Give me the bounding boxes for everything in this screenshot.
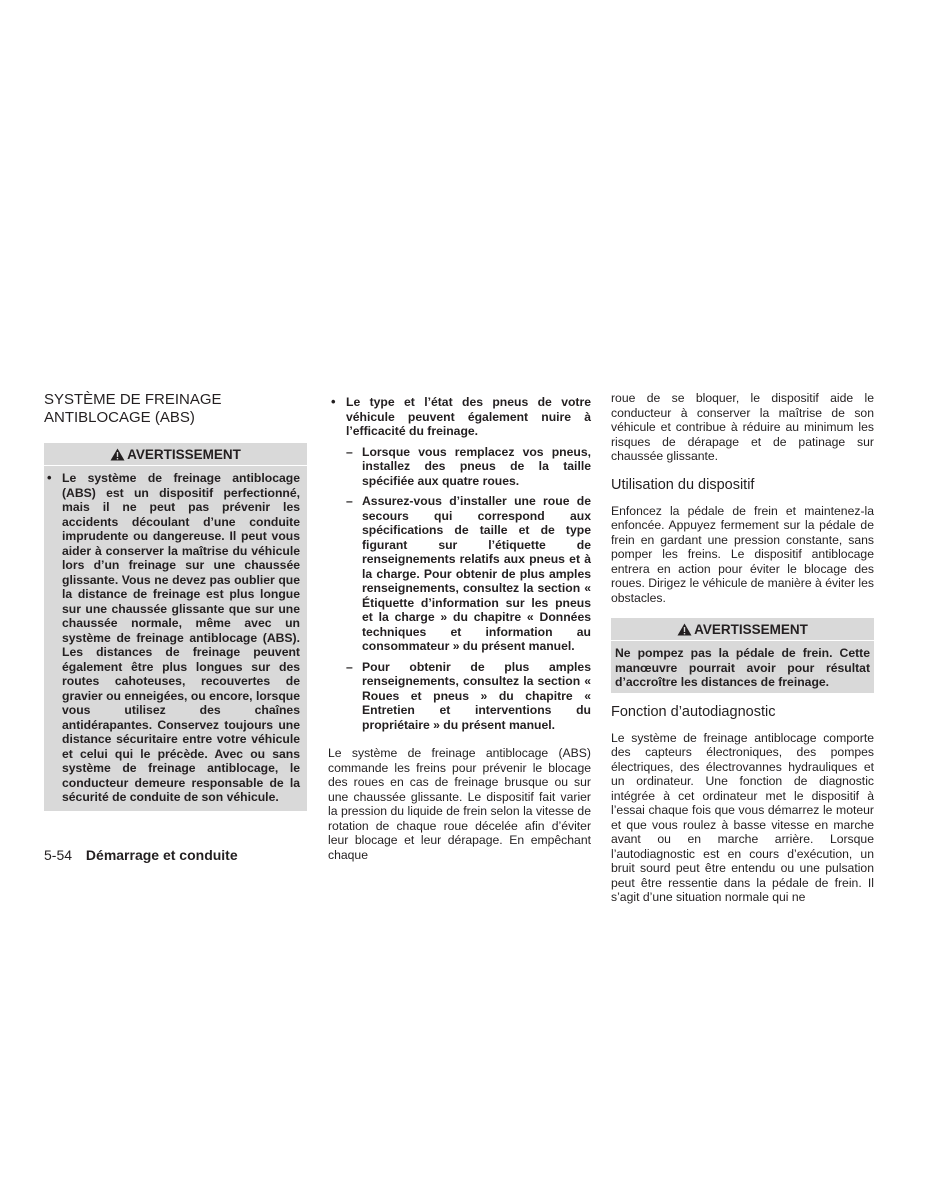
warning-triangle-icon <box>677 623 692 636</box>
continued-paragraph: roue de se bloquer, le dispositif aide le conducteur à conserver la maîtrise de son véhicule et contribue à réduire au minimum les risques de dérapage et de patinage sur chaussée glissante. <box>611 391 874 463</box>
paragraph-utilisation: Enfoncez la pédale de frein et maintenez-la enfoncée. Appuyez fermement sur la pédale de frein en gardant une pression constante, sans pomper les freins. Le dispositif antiblocage entrera en action pour éviter le blocage des roues. Dirigez le véhicule de manière à éviter les obstacles. <box>611 503 874 605</box>
heading-autodiagnostic: Fonction d’autodiagnostic <box>611 703 776 720</box>
paragraph-autodiagnostic: Le système de freinage antiblocage comporte des capteurs électroniques, des pompes électriques, des électrovannes hydrauliques et un ordinateur. Une fonction de diagnostic intégrée à cet ordinateur met le dispositif à l’essai chaque fois que vous démarrez le moteur et que vous roulez à basse vitesse en marche avant ou en marche arrière. Lorsque l’autodiagnostic est en cours d’exécution, un bruit sourd peut être entendu ou une pulsation peut être ressentie dans la pédale de frein. Il s’agit d’une situation normale qui ne <box>611 730 874 904</box>
dash-item: – Pour obtenir de plus amples renseignements, consultez la section « Roues et pneus » du chapitre « Entretien et interventions du propriétaire » du présent manuel. <box>362 660 591 733</box>
right-column <box>611 391 874 905</box>
warning-header-2 <box>611 618 874 641</box>
page-number: 5-54 <box>44 847 73 863</box>
page-footer <box>44 846 238 864</box>
middle-column <box>328 395 591 862</box>
chapter-title: Démarrage et conduite <box>85 847 238 863</box>
warning-header <box>44 443 307 466</box>
tire-bullet: • Le type et l’état des pneus de votre véhicule peuvent également nuire à l’efficacité du freinage. <box>346 395 591 439</box>
dash-item: – Lorsque vous remplacez vos pneus, installez des pneus de la taille spécifiée aux quatre roues. <box>362 445 591 489</box>
left-column <box>44 391 307 811</box>
warning-label: AVERTISSEMENT <box>127 446 241 462</box>
section-title <box>44 391 307 427</box>
title-line-2: ANTIBLOCAGE (ABS) <box>44 409 195 426</box>
dash-item: – Assurez-vous d’installer une roue de secours qui correspond aux spécifications de taille et de type figurant sur l’étiquette de renseignements relatifs aux pneus et à la charge. Pour obtenir de plus amples renseignements, consultez la section « Étiquette d’information sur les pneus et la charge » du chapitre « Données techniques et information au consommateur » du présent manuel. <box>362 494 591 654</box>
title-line-1: SYSTÈME DE FREINAGE <box>44 391 222 408</box>
abs-description: Le système de freinage antiblocage (ABS) commande les freins pour prévenir le blocage des roues en cas de freinage brusque ou sur une chaussée glissante. Le dispositif fait varier la pression du liquide de frein selon la vitesse de rotation de chaque roue décelée afin d’éviter leur blocage et leur dérapage. En empêchant chaque <box>328 746 591 862</box>
warning-box <box>44 443 307 811</box>
warning-label-2: AVERTISSEMENT <box>694 621 808 637</box>
heading-utilisation: Utilisation du dispositif <box>611 476 755 493</box>
warning-text: • Le système de freinage antiblocage (ABS) est un dispositif perfectionné, mais il ne peut pas prévenir les accidents découlant d’une conduite imprudente ou dangereuse. Il peut vous aider à conserver la maîtrise du véhicule lors d’un freinage sur une chaussée glissante. Vous ne devez pas oublier que la distance de freinage est plus longue sur une chaussée glissante que sur une chaussée normale, même avec un système de freinage antiblocage (ABS). Les distances de freinage peuvent également être plus longues sur des routes cahoteuses, recouvertes de gravier ou enneigées, ou encore, lorsque vous utilisez des chaînes antidérapantes. Conservez toujours une distance sécuritaire entre votre véhicule et celui qui le précède. Avec ou sans système de freinage antiblocage, le conducteur demeure responsable de la sécurité de conduite de son véhicule. <box>62 471 300 805</box>
warning-triangle-icon <box>110 448 125 461</box>
warning-text-2: Ne pompez pas la pédale de frein. Cette manœuvre pourrait avoir pour résultat d’accroître les distances de freinage. <box>615 646 870 689</box>
warning-box-2 <box>611 618 874 693</box>
